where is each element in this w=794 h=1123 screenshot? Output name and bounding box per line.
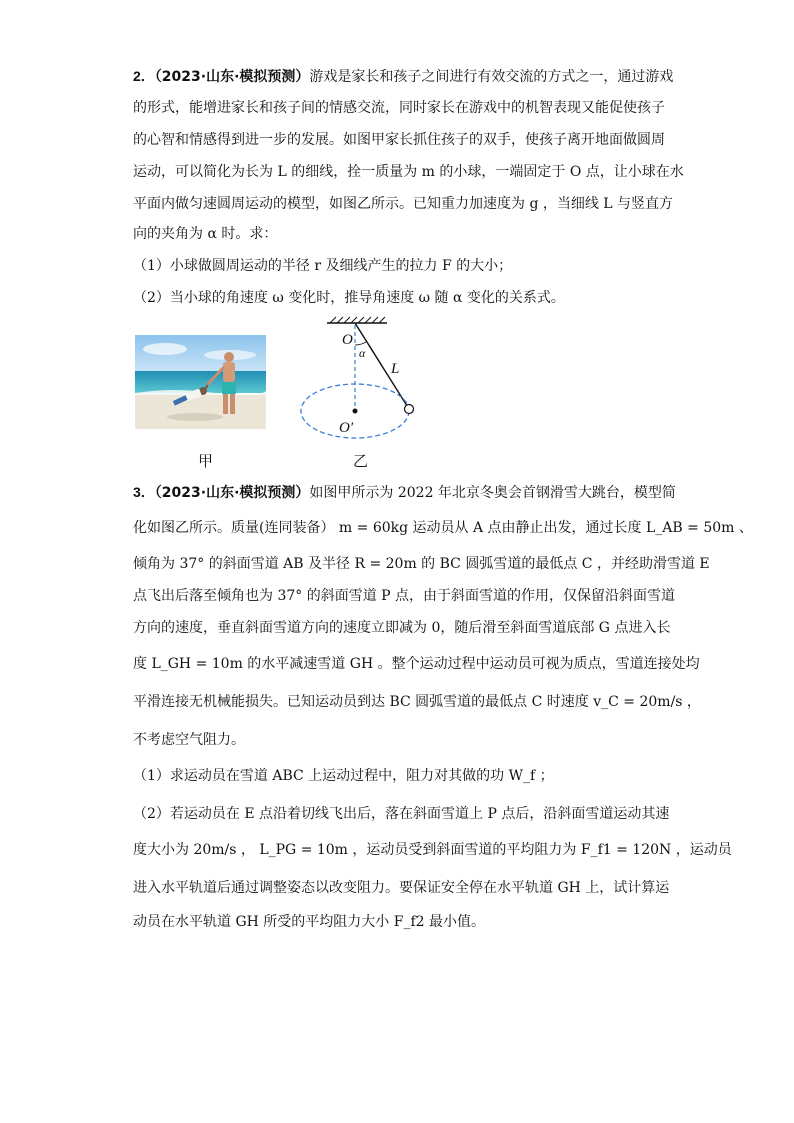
q3-part-2-line-4: 动员在水平轨道 GH 所受的平均阻力大小 F_f2 最小值。 <box>133 914 485 930</box>
q2-line-3: 的心智和情感得到进一步的发展。如图甲家长抓住孩子的双手，使孩子离开地面做圆周 <box>133 132 665 148</box>
q2-line-1 <box>133 66 673 87</box>
q3-text-1: 如图甲所示为 2022 年北京冬奥会首钢滑雪大跳台，模型简 <box>309 485 676 501</box>
q2-line-4: 运动，可以简化为长为 L 的细线，拴一质量为 m 的小球，一端固定于 O 点，让小球在水 <box>133 164 684 180</box>
q3-line-2: 化如图乙所示。质量(连同装备） m = 60kg 运动员从 A 点由静止出发，通过长度 L_AB = 50m 、 <box>133 520 753 536</box>
q3-line-5: 方向的速度，垂直斜面雪道方向的速度立即减为 0，随后滑至斜面雪道底部 G 点进入长 <box>133 620 671 636</box>
q3-part-2-line-1: （2）若运动员在 E 点沿着切线飞出后，落在斜面雪道上 P 点后，沿斜面雪道运动其速 <box>133 806 670 822</box>
q3-number: 3． <box>133 484 155 500</box>
label-O-prime: O′ <box>339 420 354 436</box>
q3-part-1: （1）求运动员在雪道 ABC 上运动过程中，阻力对其做的功 W_f ； <box>133 768 554 784</box>
angle-arc <box>355 342 366 345</box>
figure-yi-caption: 乙 <box>353 452 369 470</box>
label-O: O <box>342 332 353 348</box>
q3-part-2-line-2: 度大小为 20m/s ， L_PG = 10m ，运动员受到斜面雪道的平均阻力为 F_f1 = 120N ，运动员 <box>133 842 732 858</box>
q3-line-8: 不考虑空气阻力。 <box>133 732 245 748</box>
ball <box>405 405 414 414</box>
q3-line-1 <box>133 482 676 503</box>
q3-line-3: 倾角为 37° 的斜面雪道 AB 及半径 R = 20m 的 BC 圆弧雪道的最低点 C ，并经助滑雪道 E <box>133 556 710 572</box>
label-alpha: α <box>359 346 366 360</box>
q2-number: 2． <box>133 68 155 84</box>
ceiling-hatch <box>330 317 385 323</box>
label-L: L <box>391 361 400 377</box>
q2-source: （2023·山东·模拟预测） <box>154 69 310 85</box>
q3-line-7: 平滑连接无机械能损失。已知运动员到达 BC 圆弧雪道的最低点 C 时速度 v_C = 20m/s ， <box>133 694 701 710</box>
q2-line-2: 的形式，能增进家长和孩子间的情感交流，同时家长在游戏中的机智表现又能促使孩子 <box>133 100 665 116</box>
q2-part-1: （1）小球做圆周运动的半径 r 及细线产生的拉力 F 的大小； <box>133 258 513 274</box>
q3-line-4: 点飞出后落至倾角也为 37° 的斜面雪道 P 点，由于斜面雪道的作用，仅保留沿斜面雪道 <box>133 588 676 604</box>
q3-part-2-line-3: 进入水平轨道后通过调整姿态以改变阻力。要保证安全停在水平轨道 GH 上，试计算运 <box>133 880 670 896</box>
q2-line-6: 向的夹角为 α 时。求： <box>133 226 278 242</box>
figure-yi-diagram <box>295 315 435 445</box>
q3-line-6: 度 L_GH = 10m 的水平减速雪道 GH 。整个运动过程中运动员可视为质点，雪道连接处均 <box>133 656 700 672</box>
q2-text-1: 游戏是家长和孩子之间进行有效交流的方式之一，通过游戏 <box>309 69 674 85</box>
q2-part-2: （2）当小球的角速度 ω 变化时，推导角速度 ω 随 α 变化的关系式。 <box>133 290 565 306</box>
figure-jia-photo <box>135 335 266 429</box>
figure-jia-caption: 甲 <box>198 452 214 470</box>
q2-line-5: 平面内做匀速圆周运动的模型，如图乙所示。已知重力加速度为 g ，当细线 L 与竖直方 <box>133 196 674 212</box>
center-point <box>353 409 358 414</box>
q3-source: （2023·山东·模拟预测） <box>154 485 310 501</box>
